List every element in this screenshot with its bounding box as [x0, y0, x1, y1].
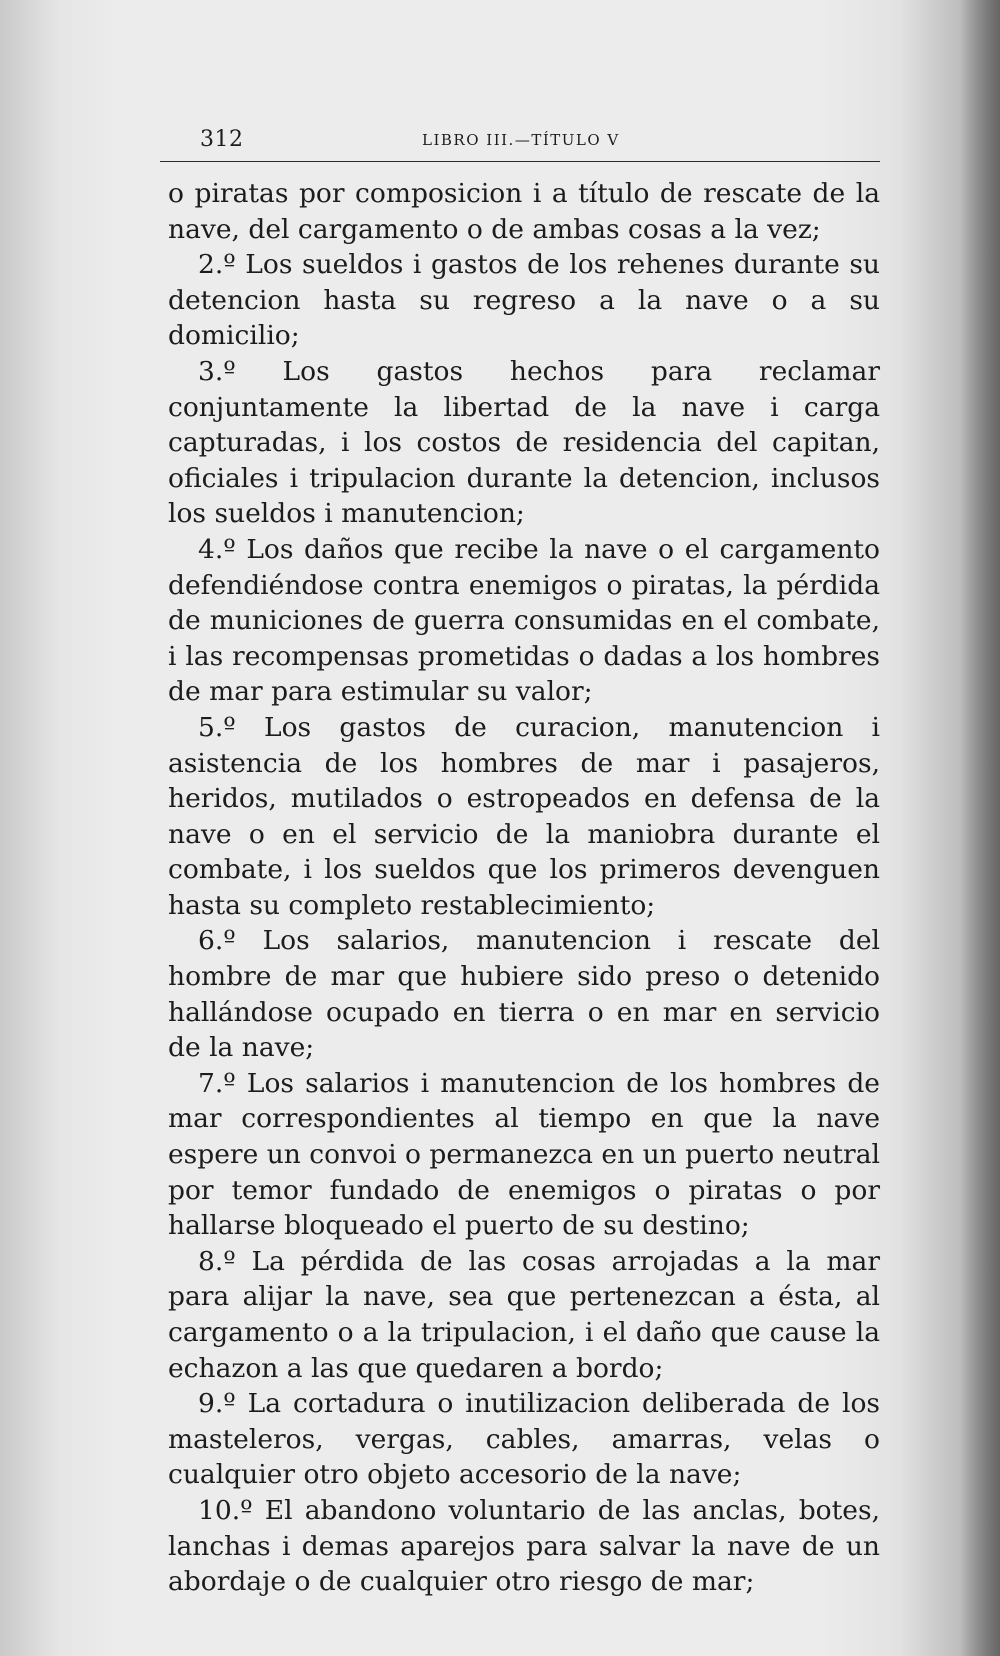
paragraph-item-3: 3.º Los gastos hechos para reclamar conjuntamente la libertad de la nave i carga capturadas, i los costos de residencia del capitan, oficiales i tripulacion durante la detencion, inclusos los sueldos i manutencion; [168, 355, 880, 530]
running-head-title: LIBRO III.—TÍTULO V [422, 131, 620, 149]
page-content [160, 125, 880, 1600]
paragraph-item-10: 10.º El abandono voluntario de las anclas, botes, lanchas i demas aparejos para salvar la nave de un abordaje o de cualquier otro riesgo de mar; [168, 1494, 880, 1598]
paragraph-item-7: 7.º Los salarios i manutencion de los hombres de mar correspondientes al tiempo en que la nave espere un convoi o permanezca en un puerto neutral por temor fundado de enemigos o piratas o por hallarse bloqueado el puerto de su destino; [168, 1067, 880, 1242]
running-head [160, 125, 880, 162]
page-number: 312 [200, 127, 244, 152]
book-spine-shadow [960, 0, 1000, 1656]
paragraph-item-9: 9.º La cortadura o inutilizacion deliberada de los masteleros, vergas, cables, amarras, velas o cualquier otro objeto accesorio de la nave; [168, 1388, 880, 1491]
paragraph-item-5: 5.º Los gastos de curacion, manutencion i asistencia de los hombres de mar i pasajeros, heridos, mutilados o estropeados en defensa de la nave o en el servicio de la maniobra durante el combate, i los sueldos que los primeros devenguen hasta su completo restablecimiento; [168, 711, 880, 921]
paragraph-item-8: 8.º La pérdida de las cosas arrojadas a la mar para alijar la nave, sea que pertenezcan a ésta, al cargamento o a la tripulacion, i el daño que cause la echazon a las que quedaren a bordo; [168, 1245, 880, 1384]
paragraph-continuation: o piratas por composicion i a título de rescate de la nave, del cargamento o de ambas cosas a la vez; [168, 178, 880, 245]
paragraph-item-4: 4.º Los daños que recibe la nave o el cargamento defendiéndose contra enemigos o piratas, la pérdida de municiones de guerra consumidas en el combate, i las recompensas prometidas o dadas a los hombres de mar para estimular su valor; [168, 533, 880, 708]
paragraph-item-6: 6.º Los salarios, manutencion i rescate del hombre de mar que hubiere sido preso o detenido hallándose ocupado en tierra o en mar en servicio de la nave; [168, 925, 880, 1064]
body-text [160, 176, 880, 1600]
paragraph-item-2: 2.º Los sueldos i gastos de los rehenes durante su detencion hasta su regreso a la nave o a su domicilio; [168, 249, 880, 352]
